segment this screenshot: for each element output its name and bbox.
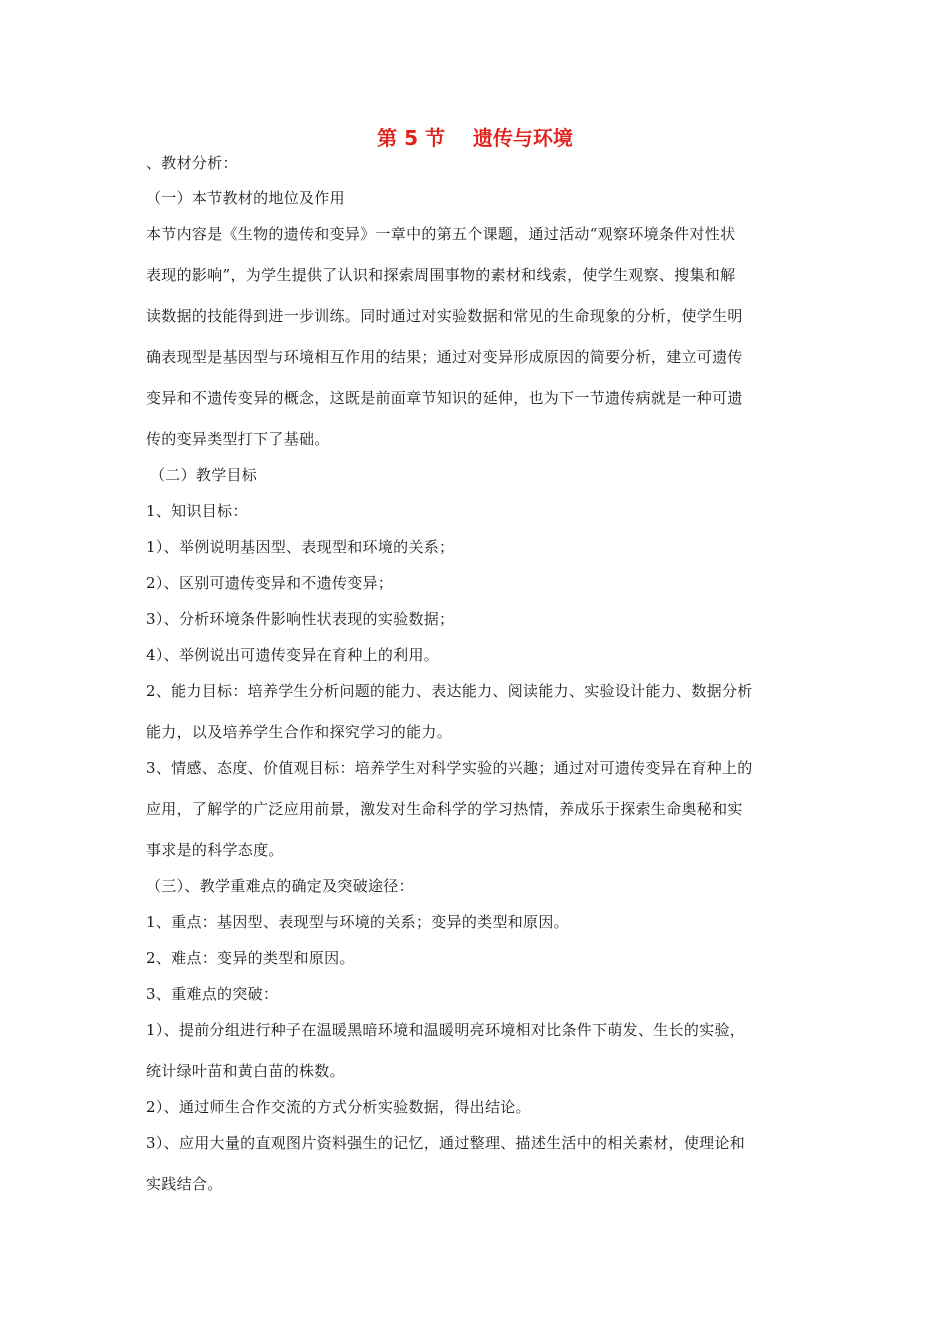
- list-item: 2、难点：变异的类型和原因。: [146, 949, 355, 967]
- paragraph-line: 统计绿叶苗和黄白苗的株数。: [146, 1062, 345, 1080]
- list-item: 1）、举例说明基因型、表现型和环境的关系；: [146, 538, 455, 556]
- list-item: 2）、通过师生合作交流的方式分析实验数据，得出结论。: [146, 1098, 531, 1116]
- paragraph-line-emotion-goals: 3、情感、态度、价值观目标：培养学生对科学实验的兴趣；通过对可遗传变异在育种上的: [146, 759, 753, 777]
- paragraph-line: 变异和不遗传变异的概念，这既是前面章节知识的延伸，也为下一节遗传病就是一种可遗: [146, 389, 743, 407]
- paragraph-line: 能力，以及培养学生合作和探究学习的能力。: [146, 723, 453, 741]
- list-item: 2）、区别可遗传变异和不遗传变异；: [146, 574, 394, 592]
- paragraph-line: 应用，了解学的广泛应用前景，激发对生命科学的学习热情，养成乐于探索生命奥秘和实: [146, 800, 743, 818]
- section-title: 第 5 节 遗传与环境: [377, 126, 573, 150]
- list-item: 3）、分析环境条件影响性状表现的实验数据；: [146, 610, 455, 628]
- paragraph-line: 事求是的科学态度。: [146, 841, 284, 859]
- list-item: 4）、举例说出可遗传变异在育种上的利用。: [146, 646, 440, 664]
- heading-teaching-material-analysis: 、教材分析：: [146, 154, 238, 172]
- paragraph-line: 本节内容是《生物的遗传和变异》一章中的第五个课题，通过活动“观察环境条件对性状: [146, 225, 736, 243]
- paragraph-line-ability-goals: 2、能力目标：培养学生分析问题的能力、表达能力、阅读能力、实验设计能力、数据分析: [146, 682, 753, 700]
- paragraph-line: 读数据的技能得到进一步训练。同时通过对实验数据和常见的生命现象的分析，使学生明: [146, 307, 743, 325]
- paragraph-line: 确表现型是基因型与环境相互作用的结果；通过对变异形成原因的简要分析，建立可遗传: [146, 348, 743, 366]
- subheading-teaching-goals: （二）教学目标: [150, 466, 258, 484]
- paragraph-line: 传的变异类型打下了基础。: [146, 430, 330, 448]
- paragraph-line: 表现的影响”，为学生提供了认识和探索周围事物的素材和线索，使学生观察、搜集和解: [146, 266, 736, 284]
- list-item: 1）、提前分组进行种子在温暖黑暗环境和温暖明亮环境相对比条件下萌发、生长的实验，: [146, 1021, 746, 1039]
- list-item: 1、重点：基因型、表现型与环境的关系；变异的类型和原因。: [146, 913, 569, 931]
- list-item: 3）、应用大量的直观图片资料强生的记忆，通过整理、描述生活中的相关素材，使理论和: [146, 1134, 746, 1152]
- subheading-key-difficult-points: （三）、教学重难点的确定及突破途径：: [146, 877, 414, 895]
- subheading-status-and-role: （一）本节教材的地位及作用: [146, 189, 345, 207]
- list-heading-breakthrough: 3、重难点的突破：: [146, 985, 279, 1003]
- paragraph-line: 实践结合。: [146, 1175, 223, 1193]
- list-heading-knowledge-goals: 1、知识目标：: [146, 502, 248, 520]
